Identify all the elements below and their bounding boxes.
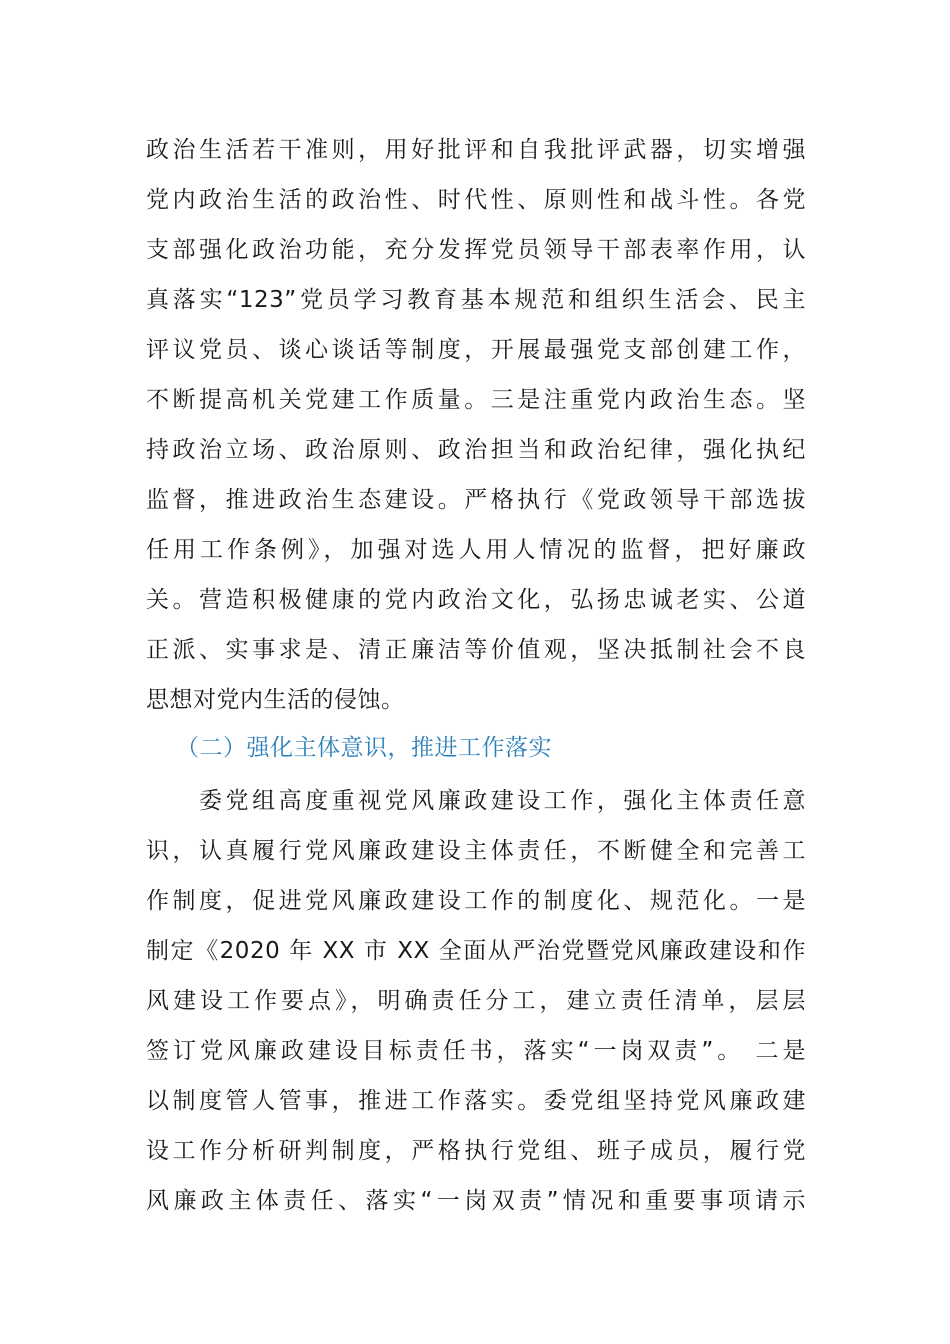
paragraph-line: 评议党员、谈心谈话等制度，开展最强党支部创建工作，	[146, 337, 806, 363]
paragraph-line: 风建设工作要点》，明确责任分工，建立责任清单，层层	[146, 988, 806, 1014]
paragraph-line: 真落实“123”党员学习教育基本规范和组织生活会、民主	[146, 287, 806, 313]
paragraph-line: 监督，推进政治生态建设。严格执行《党政领导干部选拔	[146, 487, 806, 513]
paragraph-line: 识，认真履行党风廉政建设主体责任，不断健全和完善工	[146, 838, 806, 864]
paragraph-line: 作制度，促进党风廉政建设工作的制度化、规范化。一是	[146, 888, 806, 914]
paragraph-line: 以制度管人管事，推进工作落实。委党组坚持党风廉政建	[146, 1088, 806, 1114]
paragraph-line: 任用工作条例》，加强对选人用人情况的监督，把好廉政	[146, 537, 806, 563]
paragraph-line: 持政治立场、政治原则、政治担当和政治纪律，强化执纪	[146, 437, 806, 463]
paragraph-line: 关。营造积极健康的党内政治文化，弘扬忠诚老实、公道	[146, 587, 806, 613]
paragraph-line: 制定《2020 年 XX 市 XX 全面从严治党暨党风廉政建设和作	[146, 938, 806, 964]
paragraph-line: 委党组高度重视党风廉政建设工作，强化主体责任意	[146, 788, 806, 814]
paragraph-line: 签订党风廉政建设目标责任书，落实“一岗双责”。 二是	[146, 1038, 806, 1064]
paragraph-line: 设工作分析研判制度，严格执行党组、班子成员，履行党	[146, 1138, 806, 1164]
paragraph-line: 思想对党内生活的侵蚀。	[146, 687, 405, 713]
paragraph-2	[146, 776, 806, 1226]
paragraph-line: 政治生活若干准则，用好批评和自我批评武器，切实增强	[146, 137, 806, 163]
paragraph-line: 党内政治生活的政治性、时代性、原则性和战斗性。各党	[146, 187, 806, 213]
paragraph-line: 风廉政主体责任、落实“一岗双责”情况和重要事项请示	[146, 1188, 806, 1214]
paragraph-1	[146, 125, 806, 725]
paragraph-line: 正派、实事求是、清正廉洁等价值观，坚决抵制社会不良	[146, 637, 806, 663]
paragraph-line: 不断提高机关党建工作质量。三是注重党内政治生态。坚	[146, 387, 806, 413]
section-heading: （二）强化主体意识，推进工作落实	[176, 735, 552, 761]
paragraph-line: 支部强化政治功能，充分发挥党员领导干部表率作用，认	[146, 237, 806, 263]
